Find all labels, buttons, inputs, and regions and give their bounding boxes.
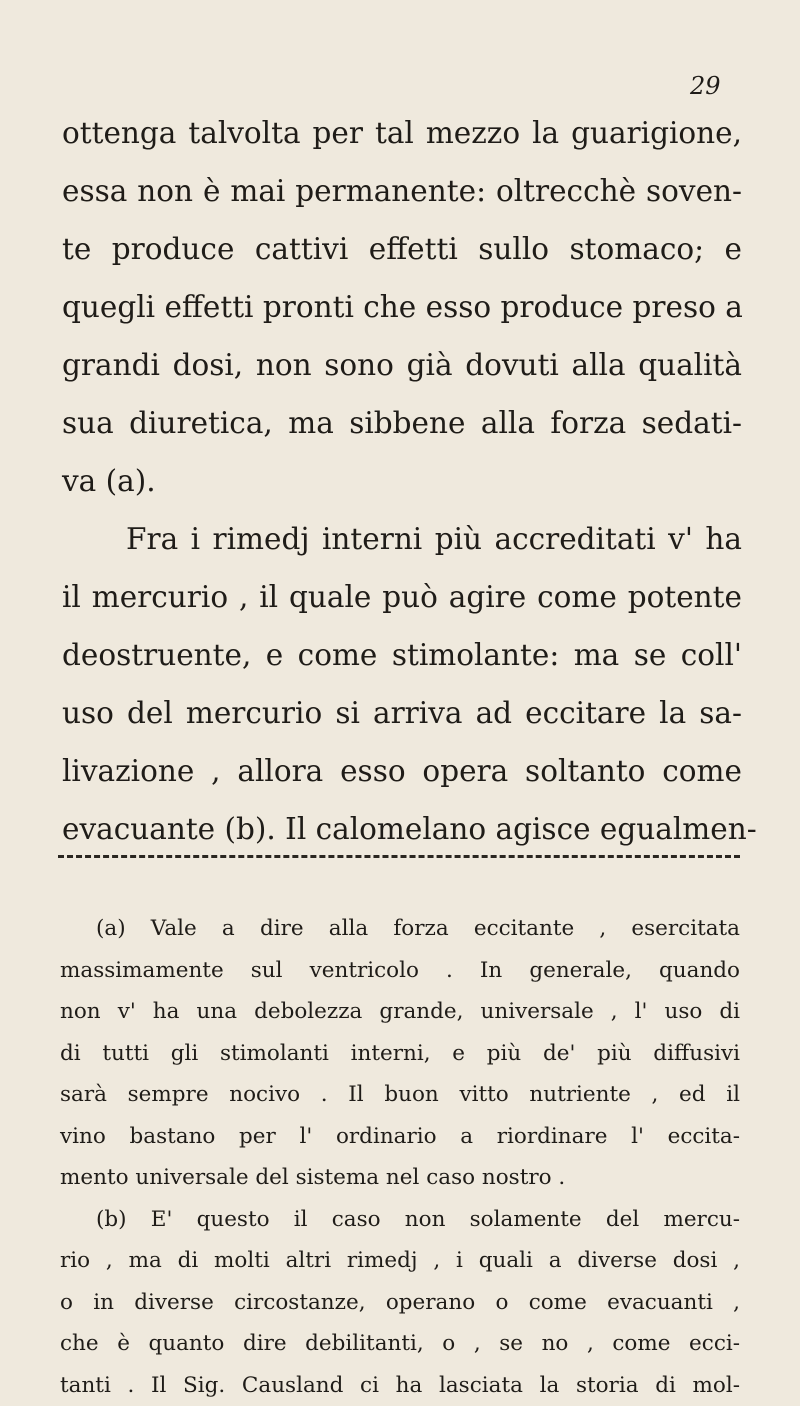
- footnote-line: (b) E' questo il caso non solamente del mercu-: [60, 1199, 740, 1241]
- page-number: 29: [690, 72, 721, 100]
- body-line: uso del mercurio si arriva ad eccitare la sa-: [62, 684, 742, 742]
- body-line: grandi dosi, non sono già dovuti alla qualità: [62, 336, 742, 394]
- body-line: ottenga talvolta per tal mezzo la guarigione,: [62, 104, 742, 162]
- body-line: evacuante (b). Il calomelano agisce egualmen-: [62, 800, 742, 858]
- footnote-line: che è quanto dire debilitanti, o , se no , come ecci-: [60, 1323, 740, 1365]
- body-line: livazione , allora esso opera soltanto come: [62, 742, 742, 800]
- footnote-line: tanti . Il Sig. Causland ci ha lasciata la storia di mol-: [60, 1365, 740, 1406]
- footnote-line: di tutti gli stimolanti interni, e più de' più diffusivi: [60, 1033, 740, 1075]
- body-line: te produce cattivi effetti sullo stomaco; e: [62, 220, 742, 278]
- footnote-line: mento universale del sistema nel caso nostro .: [60, 1157, 740, 1199]
- main-text: [62, 104, 742, 858]
- footnote-line: sarà sempre nocivo . Il buon vitto nutriente , ed il: [60, 1074, 740, 1116]
- body-line: deostruente, e come stimolante: ma se coll': [62, 626, 742, 684]
- footnote-line: (a) Vale a dire alla forza eccitante , esercitata: [60, 908, 740, 950]
- body-line: il mercurio , il quale può agire come potente: [62, 568, 742, 626]
- body-line: quegli effetti pronti che esso produce preso a: [62, 278, 742, 336]
- footnote-line: non v' ha una debolezza grande, universale , l' uso di: [60, 991, 740, 1033]
- footnote-divider: [58, 855, 740, 858]
- footnotes: [60, 908, 740, 1406]
- footnote-line: massimamente sul ventricolo . In generale, quando: [60, 950, 740, 992]
- footnote-line: o in diverse circostanze, operano o come evacuanti ,: [60, 1282, 740, 1324]
- body-line: va (a).: [62, 452, 742, 510]
- body-line: essa non è mai permanente: oltrecchè soven-: [62, 162, 742, 220]
- body-line: Fra i rimedj interni più accreditati v' ha: [62, 510, 742, 568]
- body-line: sua diuretica, ma sibbene alla forza sedati-: [62, 394, 742, 452]
- footnote-line: vino bastano per l' ordinario a riordinare l' eccita-: [60, 1116, 740, 1158]
- footnote-line: rio , ma di molti altri rimedj , i quali a diverse dosi ,: [60, 1240, 740, 1282]
